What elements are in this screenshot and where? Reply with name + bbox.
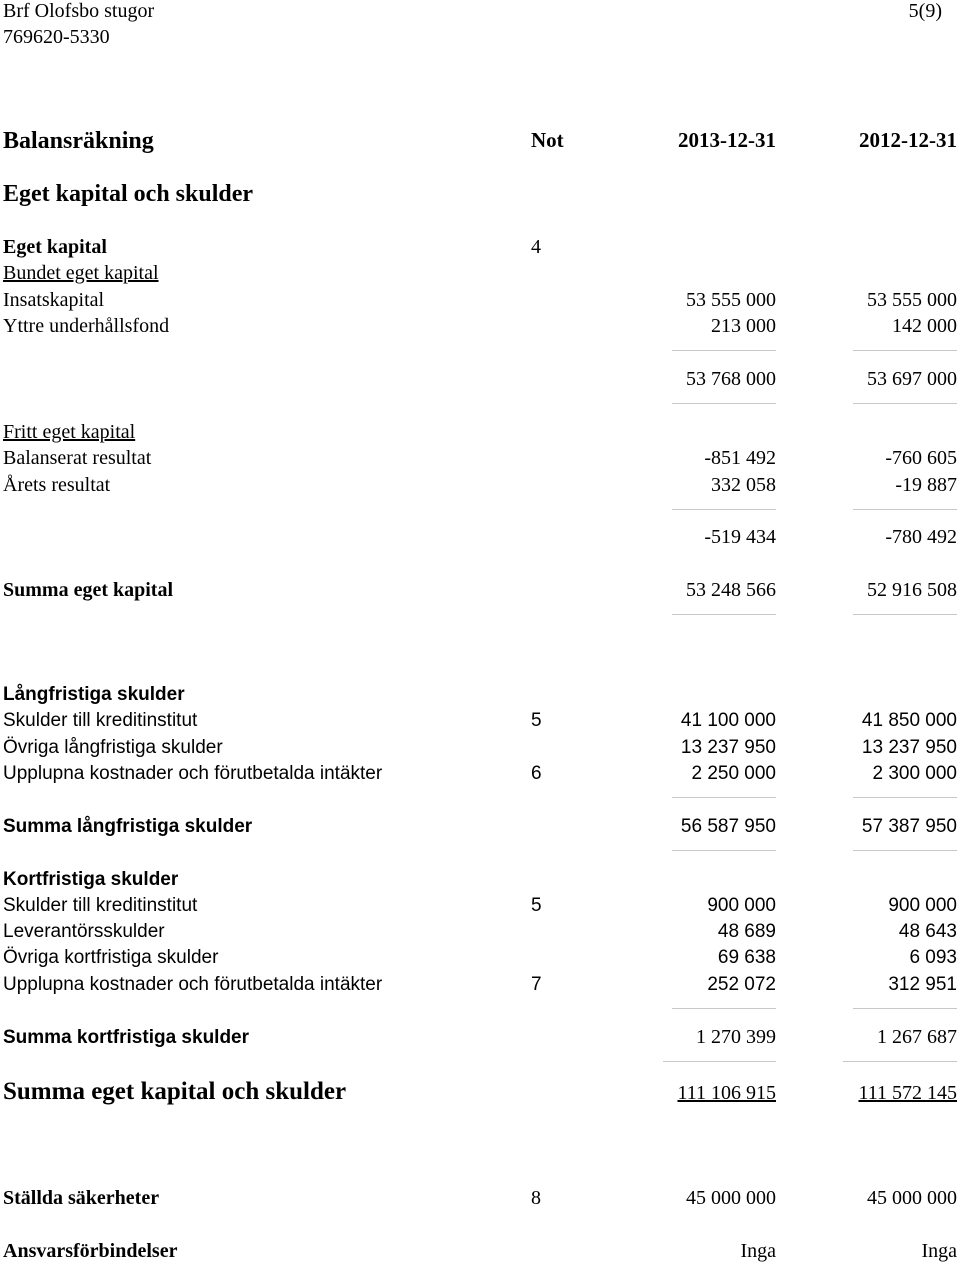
row-label: Balanserat resultat [3,447,152,469]
row-value-2012: 45 000 000 [867,1187,957,1209]
row-value-2012: 312 951 [888,974,957,995]
year-2012-header: 2012-12-31 [859,128,957,152]
eget-kapital-heading: Eget kapital [3,236,107,258]
summa-langfristiga-label: Summa långfristiga skulder [3,816,253,837]
fritt-subtotal-2013: -519 434 [704,526,776,548]
stallda-sakerheter-label: Ställda säkerheter [3,1187,160,1209]
summa-kortfristiga-2013: 1 270 399 [696,1026,776,1048]
row-value-2012: 53 555 000 [867,289,957,311]
summa-langfristiga-2013: 56 587 950 [680,816,776,837]
row-value-2013: 332 058 [711,474,776,496]
row-note: 5 [531,710,542,731]
divider [853,509,957,510]
bundet-subtotal-2012: 53 697 000 [867,368,957,390]
row-value-2013: -851 492 [704,447,776,469]
row-label: Yttre underhållsfond [3,315,170,337]
row-value-2012: 41 850 000 [861,710,957,731]
ansvarsforbindelser-label: Ansvarsförbindelser [3,1240,178,1262]
divider [853,797,957,798]
row-note: 8 [531,1187,541,1209]
row-value-2012: Inga [921,1240,957,1262]
fritt-subtotal-2012: -780 492 [885,526,957,548]
row-label: Övriga kortfristiga skulder [3,947,219,968]
note-column-header: Not [531,128,564,152]
row-note: 7 [531,974,542,995]
summa-langfristiga-2012: 57 387 950 [861,816,957,837]
row-value-2013: Inga [740,1240,776,1262]
summa-kortfristiga-2012: 1 267 687 [877,1026,957,1048]
summa-eget-kapital-label: Summa eget kapital [3,579,173,601]
row-value-2012: 13 237 950 [861,737,957,758]
row-value-2012: 900 000 [888,895,957,916]
row-value-2013: 13 237 950 [680,737,776,758]
row-label: Årets resultat [3,474,111,496]
row-value-2012: 48 643 [898,921,957,942]
row-label: Upplupna kostnader och förutbetalda intäkter [3,974,383,995]
summa-eget-kapital-2013: 53 248 566 [686,579,776,601]
divider [672,614,776,615]
divider [853,350,957,351]
divider [853,1008,957,1009]
organization-name: Brf Olofsbo stugor [3,0,155,22]
page-number: 5(9) [908,0,942,22]
summa-kortfristiga-label: Summa kortfristiga skulder [3,1027,250,1048]
divider [672,403,776,404]
row-value-2013: 900 000 [707,895,776,916]
organization-number: 769620-5330 [3,26,110,48]
bundet-eget-kapital-heading: Bundet eget kapital [3,262,159,284]
row-value-2012: -760 605 [885,447,957,469]
row-value-2012: -19 887 [895,474,957,496]
row-value-2012: 142 000 [892,315,957,337]
langfristiga-skulder-heading: Långfristiga skulder [3,684,185,705]
row-value-2013: 252 072 [707,974,776,995]
kortfristiga-skulder-heading: Kortfristiga skulder [3,869,179,890]
divider [672,850,776,851]
grand-total-2012: 111 572 145 [858,1082,957,1104]
row-note: 5 [531,895,542,916]
grand-total-2013: 111 106 915 [677,1082,776,1104]
fritt-eget-kapital-heading: Fritt eget kapital [3,421,136,443]
row-value-2012: 6 093 [909,947,957,968]
eget-kapital-note: 4 [531,236,541,258]
row-label: Insatskapital [3,289,105,311]
summa-eget-kapital-2012: 52 916 508 [867,579,957,601]
row-note: 6 [531,763,542,784]
row-value-2013: 45 000 000 [686,1187,776,1209]
row-value-2013: 213 000 [711,315,776,337]
divider [672,797,776,798]
divider [672,1008,776,1009]
divider [672,509,776,510]
summa-eget-kapital-och-skulder-label: Summa eget kapital och skulder [3,1078,347,1105]
row-label: Skulder till kreditinstitut [3,710,198,731]
row-value-2013: 48 689 [717,921,776,942]
row-label: Leverantörsskulder [3,921,165,942]
year-2013-header: 2013-12-31 [678,128,776,152]
row-value-2012: 2 300 000 [872,763,957,784]
section-title: Eget kapital och skulder [3,181,254,207]
divider [843,1061,957,1062]
row-value-2013: 69 638 [717,947,776,968]
row-value-2013: 53 555 000 [686,289,776,311]
bundet-subtotal-2013: 53 768 000 [686,368,776,390]
row-value-2013: 41 100 000 [680,710,776,731]
divider [663,1061,776,1062]
row-label: Upplupna kostnader och förutbetalda intäkter [3,763,383,784]
divider [672,350,776,351]
divider [853,614,957,615]
row-value-2013: 2 250 000 [691,763,776,784]
divider [853,403,957,404]
statement-title: Balansräkning [3,128,154,154]
row-label: Skulder till kreditinstitut [3,895,198,916]
divider [853,850,957,851]
row-label: Övriga långfristiga skulder [3,737,223,758]
